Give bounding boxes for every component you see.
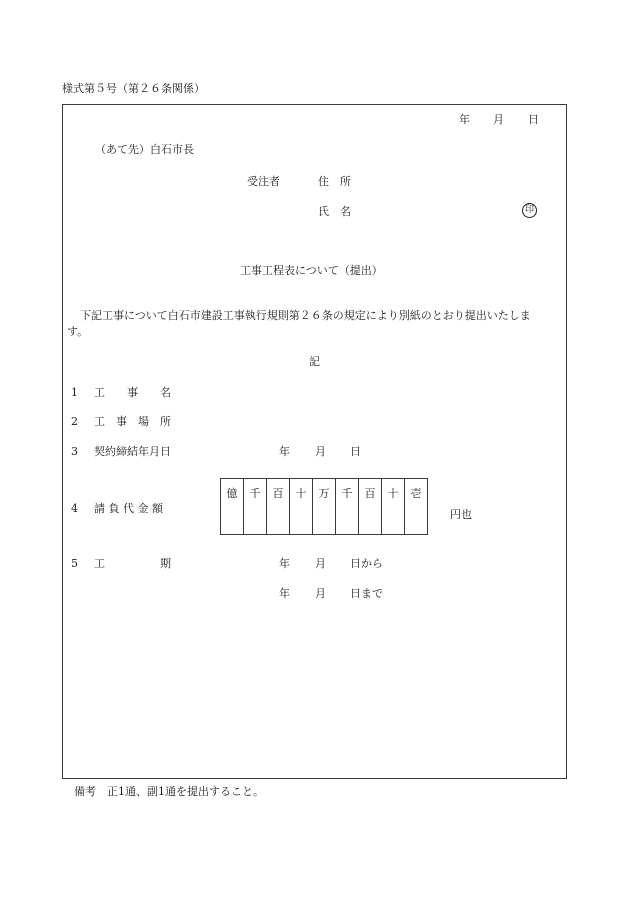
digit-cell: 千	[336, 479, 359, 535]
digit-cell: 百	[267, 479, 290, 535]
item-5-number: 5	[71, 557, 78, 570]
ki-heading: 記	[309, 355, 320, 368]
body-text-line1: 下記工事について白石市建設工事執行規則第２６条の規定により別紙のとおり提出いたしま	[80, 309, 531, 322]
form-label: 様式第５号（第２６条関係）	[62, 82, 205, 95]
contract-date-month: 月	[315, 445, 326, 458]
item-1-label: 工 事 名	[94, 386, 171, 399]
digit-cell: 万	[313, 479, 336, 535]
seal-mark	[522, 203, 537, 218]
digit-cell: 百	[359, 479, 382, 535]
period-end-month: 月	[315, 587, 326, 600]
period-start-month: 月	[315, 557, 326, 570]
digit-cell: 十	[290, 479, 313, 535]
document-title: 工事工程表について（提出）	[240, 264, 383, 277]
amount-digit-row	[221, 479, 428, 535]
digit-cell: 千	[244, 479, 267, 535]
contract-date-year: 年	[279, 445, 290, 458]
addressee: （あて先）白石市長	[95, 143, 194, 156]
name-label: 氏 名	[318, 205, 351, 218]
item-5-label: 工 期	[94, 557, 171, 570]
item-3-label: 契約締結年月日	[94, 445, 171, 458]
form-frame	[62, 104, 567, 779]
item-3-number: 3	[71, 445, 78, 458]
date-year: 年	[459, 113, 470, 126]
digit-cell: 壱	[405, 479, 428, 535]
digit-cell: 十	[382, 479, 405, 535]
body-text-line2: す。	[67, 325, 89, 338]
date-month: 月	[493, 113, 504, 126]
item-4-label: 請 負 代 金 額	[94, 502, 163, 515]
contract-date-day: 日	[350, 445, 361, 458]
item-2-label: 工 事 場 所	[94, 415, 171, 428]
amount-table	[220, 478, 428, 535]
period-start-day: 日から	[350, 557, 383, 570]
date-day: 日	[528, 113, 539, 126]
item-2-number: 2	[71, 415, 78, 428]
seal-text: 印	[524, 205, 534, 215]
item-1-number: 1	[71, 386, 78, 399]
address-label: 住 所	[318, 175, 351, 188]
period-start-year: 年	[279, 557, 290, 570]
digit-cell: 億	[221, 479, 244, 535]
item-4-number: 4	[71, 502, 78, 515]
period-end-day: 日まで	[350, 587, 383, 600]
note: 備考 正1通、副1通を提出すること。	[74, 785, 264, 798]
period-end-year: 年	[279, 587, 290, 600]
amount-suffix: 円也	[450, 508, 472, 521]
contractor-role: 受注者	[247, 175, 280, 188]
